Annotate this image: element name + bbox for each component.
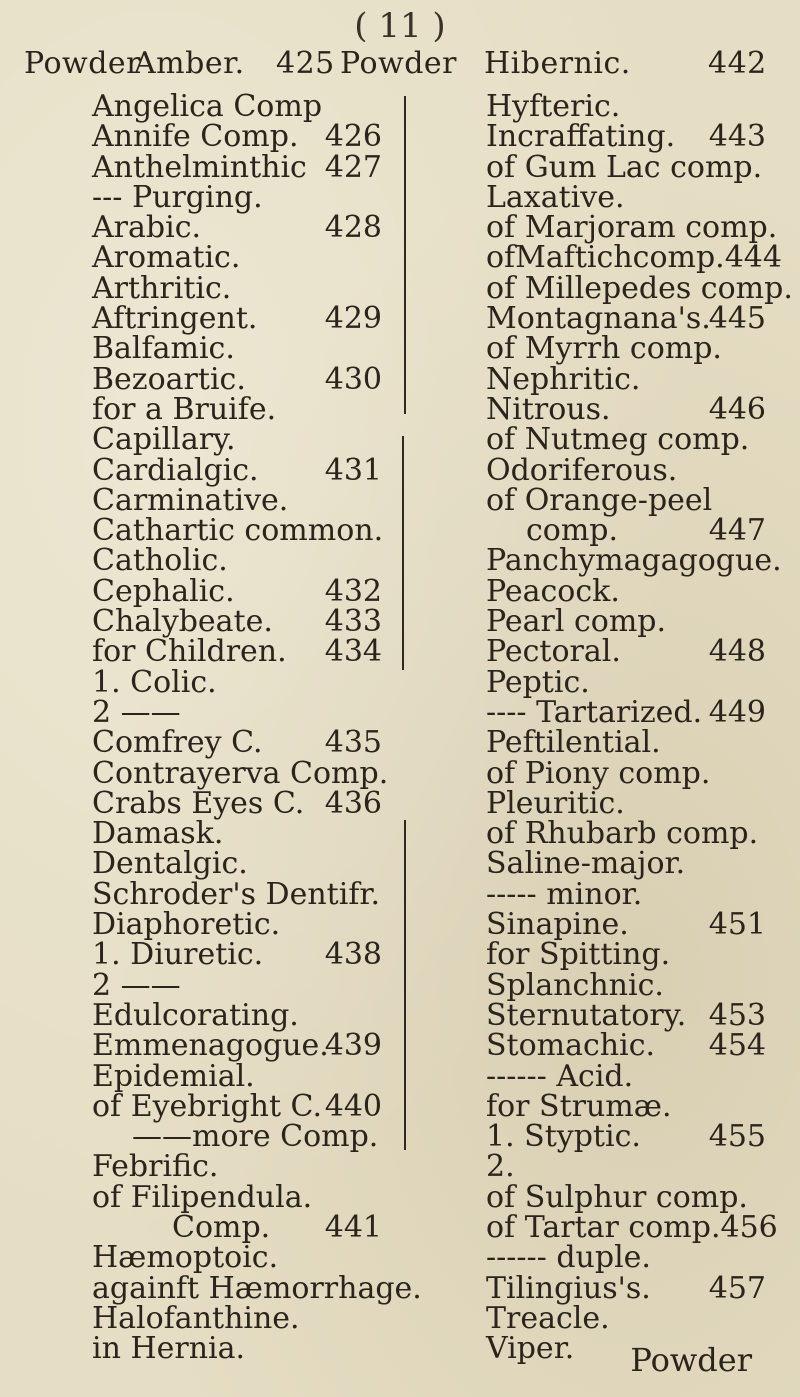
entry-text: Hyfteric.	[486, 89, 621, 124]
column-rule-3	[404, 820, 406, 1150]
header-left-word: Powder	[24, 46, 142, 81]
entry-text: Stomachic.	[486, 1028, 656, 1064]
entry-text: of Eyebright C.	[92, 1088, 322, 1124]
index-entry	[486, 604, 786, 640]
entry-text: ------ Acid.	[486, 1058, 634, 1094]
entry-text: Splanchnic.	[486, 967, 664, 1003]
entry-text: of Filipendula.	[92, 1179, 313, 1215]
index-entry	[486, 755, 786, 791]
entry-text: Damask.	[92, 816, 224, 852]
index-entry	[486, 1270, 786, 1306]
index-entry	[92, 1119, 402, 1155]
index-entry	[92, 270, 402, 306]
entry-text: Catholic.	[92, 543, 228, 579]
entry-text: Diaphoretic.	[92, 907, 281, 943]
entry-page-number: 443	[708, 119, 766, 155]
index-entry	[92, 937, 402, 973]
index-entry	[486, 1240, 786, 1276]
entry-text: 1. Styptic.	[486, 1119, 641, 1155]
entry-text: of Nutmeg comp.	[486, 422, 750, 458]
index-entry	[92, 816, 402, 852]
index-column-right	[486, 89, 793, 1367]
entry-page-number: 426	[324, 119, 382, 155]
index-entry	[92, 604, 402, 640]
index-entry	[92, 967, 402, 1003]
index-entry	[486, 1028, 786, 1064]
index-entry	[486, 573, 786, 609]
index-entry	[486, 997, 786, 1033]
entry-text: 1. Colic.	[92, 664, 217, 700]
entry-text: 1. Diuretic.	[92, 937, 264, 973]
index-entry	[92, 1240, 402, 1276]
entry-page-number: 432	[324, 573, 382, 609]
entry-text: Incraffating.	[486, 119, 676, 155]
entry-page-number: 449	[708, 694, 766, 730]
index-entry	[486, 967, 786, 1003]
index-entry	[486, 1179, 786, 1215]
index-entry	[92, 907, 402, 943]
entry-text: of Sulphur comp.	[486, 1179, 748, 1215]
column-rule-2	[402, 436, 404, 670]
index-entry	[486, 210, 786, 246]
entry-page-number: 430	[324, 361, 382, 397]
index-entry	[486, 634, 786, 670]
index-entry	[92, 240, 402, 276]
index-entry	[92, 1028, 402, 1064]
index-entry	[486, 543, 786, 579]
entry-page-number: 434	[324, 634, 382, 670]
entry-page-number: 441	[324, 1209, 382, 1245]
entry-text: Angelica Comp	[92, 89, 323, 124]
entry-text: for a Bruife.	[92, 391, 277, 427]
entry-text: Crabs Eyes C.	[92, 785, 305, 821]
entry-page-number: 455	[708, 1119, 766, 1155]
header-right-title: Hibernic.	[484, 46, 631, 81]
entry-text: of Marjoram comp.	[486, 210, 778, 246]
index-entry	[92, 149, 402, 185]
column-rule-1	[404, 96, 406, 414]
index-entry	[92, 513, 402, 549]
entry-page-number: 436	[324, 785, 382, 821]
index-entry	[486, 1149, 786, 1185]
entry-text: Arthritic.	[92, 270, 232, 306]
index-entry	[92, 755, 402, 791]
entry-text: Emmenagogue.	[92, 1028, 329, 1064]
index-entry	[486, 876, 786, 912]
entry-text: Cardialgic.	[92, 452, 259, 488]
entry-text: Febrific.	[92, 1149, 219, 1185]
index-entry	[92, 846, 402, 882]
entry-text: Contrayerva Comp.	[92, 755, 389, 791]
index-entry	[486, 270, 793, 306]
index-entry	[92, 1209, 402, 1245]
entry-text: Nephritic.	[486, 361, 641, 397]
entry-text: of Rhubarb comp.	[486, 816, 759, 852]
entry-text: Viper.	[486, 1331, 575, 1367]
index-entry	[486, 331, 786, 367]
index-entry	[486, 149, 786, 185]
index-entry	[486, 179, 786, 215]
catchword: Powder	[630, 1341, 752, 1379]
entry-page-number: 457	[708, 1270, 766, 1306]
index-entry	[486, 361, 786, 397]
entry-text: Schroder's Dentifr.	[92, 876, 381, 912]
index-entry	[486, 1119, 786, 1155]
index-entry	[486, 301, 786, 337]
entry-text: Nitrous.	[486, 391, 611, 427]
page-number: ( 11 )	[354, 6, 446, 46]
entry-text: Cephalic.	[92, 573, 235, 609]
index-entry	[486, 694, 786, 730]
index-entry	[92, 119, 402, 155]
entry-text: of Myrrh comp.	[486, 331, 722, 367]
entry-text: Chalybeate.	[92, 604, 273, 640]
index-entry	[92, 1331, 402, 1367]
index-entry	[92, 573, 402, 609]
index-entry	[486, 846, 786, 882]
entry-page-number: 431	[324, 452, 382, 488]
entry-text: Odoriferous.	[486, 452, 678, 488]
entry-text: of Orange-peel	[486, 482, 713, 518]
entry-page-number: 451	[708, 907, 766, 943]
entry-page-number: 439	[324, 1028, 382, 1064]
entry-page-number: 447	[708, 513, 766, 549]
index-entry	[92, 725, 402, 761]
entry-text: Montagnana's.	[486, 301, 711, 337]
entry-page-number: 433	[324, 604, 382, 640]
entry-text: Tilingius's.	[486, 1270, 651, 1306]
entry-text: Annife Comp.	[92, 119, 299, 155]
index-header	[0, 46, 800, 92]
index-entry	[486, 664, 786, 700]
entry-text: for Strumæ.	[486, 1088, 672, 1124]
index-column-left	[92, 89, 422, 1367]
index-entry	[486, 785, 786, 821]
header-mid-word: Powder	[340, 46, 458, 81]
index-entry	[486, 513, 786, 549]
entry-text: of Piony comp.	[486, 755, 711, 791]
index-entry	[486, 1088, 786, 1124]
header-mid-number: 425	[276, 46, 335, 81]
index-entry	[486, 725, 786, 761]
entry-text: Halofanthine.	[92, 1300, 300, 1336]
entry-text: 2.	[486, 1149, 515, 1185]
entry-text: for Children.	[92, 634, 287, 670]
index-entry	[92, 361, 402, 397]
index-entry	[92, 210, 402, 246]
index-entry	[486, 816, 786, 852]
entry-page-number: 440	[324, 1088, 382, 1124]
entry-text: ofMaftichcomp.444	[486, 240, 782, 276]
index-entry	[92, 543, 402, 579]
index-entry	[92, 89, 402, 124]
index-entry	[92, 1088, 402, 1124]
entry-text: Aftringent.	[92, 301, 258, 337]
index-entry	[486, 119, 786, 155]
entry-text: ------ duple.	[486, 1240, 651, 1276]
index-entry	[92, 785, 402, 821]
index-entry	[486, 482, 786, 518]
entry-text: Sternutatory.	[486, 997, 687, 1033]
entry-text: Anthelminthic	[92, 149, 307, 185]
entry-text: for Spitting.	[486, 937, 671, 973]
index-entry	[92, 452, 402, 488]
entry-text: Comp.	[172, 1209, 271, 1245]
index-entry	[92, 179, 402, 215]
entry-text: Bezoartic.	[92, 361, 246, 397]
entry-page-number: 446	[708, 391, 766, 427]
entry-text: Pectoral.	[486, 634, 621, 670]
entry-page-number: 448	[708, 634, 766, 670]
index-entry	[92, 1179, 402, 1215]
header-left-title: Amber.	[134, 46, 245, 81]
entry-text: of Tartar comp.456	[486, 1209, 778, 1245]
entry-text: Dentalgic.	[92, 846, 248, 882]
index-entry	[92, 634, 402, 670]
index-entry	[92, 1149, 402, 1185]
entry-text: Epidemial.	[92, 1058, 255, 1094]
index-entry	[92, 331, 402, 367]
entry-page-number: 454	[708, 1028, 766, 1064]
entry-text: Aromatic.	[92, 240, 241, 276]
index-entry	[486, 907, 786, 943]
entry-text: 2 ——	[92, 967, 181, 1003]
entry-text: Edulcorating.	[92, 997, 299, 1033]
entry-text: Panchymagagogue.	[486, 543, 782, 579]
entry-page-number: 427	[324, 149, 382, 185]
entry-text: Saline-major.	[486, 846, 686, 882]
index-entry	[92, 664, 402, 700]
entry-text: Carminative.	[92, 482, 289, 518]
entry-text: Peptic.	[486, 664, 590, 700]
index-entry	[92, 1270, 422, 1306]
index-entry	[92, 391, 402, 427]
index-entry	[92, 997, 402, 1033]
entry-text: Arabic.	[92, 210, 202, 246]
index-entry	[92, 1058, 402, 1094]
entry-page-number: 428	[324, 210, 382, 246]
entry-text: Comfrey C.	[92, 725, 263, 761]
entry-text: 2 ——	[92, 694, 181, 730]
index-entry	[486, 1058, 786, 1094]
index-entry	[486, 1300, 786, 1336]
index-entry	[92, 301, 402, 337]
index-entry	[486, 937, 786, 973]
entry-text: in Hernia.	[92, 1331, 246, 1367]
header-right-number: 442	[708, 46, 767, 81]
entry-text: Balfamic.	[92, 331, 235, 367]
entry-page-number: 445	[708, 301, 766, 337]
entry-text: of Millepedes comp.	[486, 270, 793, 306]
entry-text: Sinapine.	[486, 907, 629, 943]
index-entry	[486, 89, 786, 124]
entry-text: Treacle.	[486, 1300, 610, 1336]
entry-text: of Gum Lac comp.	[486, 149, 763, 185]
entry-text: Capillary.	[92, 422, 236, 458]
entry-text: Hæmoptoic.	[92, 1240, 279, 1276]
entry-text: Peacock.	[486, 573, 620, 609]
entry-text: Cathartic common.	[92, 513, 384, 549]
index-entry	[92, 694, 402, 730]
entry-page-number: 453	[708, 997, 766, 1033]
entry-page-number: 429	[324, 301, 382, 337]
entry-page-number: 435	[324, 725, 382, 761]
entry-text: --- Purging.	[92, 179, 263, 215]
entry-text: comp.	[526, 513, 619, 549]
index-entry	[486, 240, 786, 276]
index-entry	[486, 422, 786, 458]
entry-page-number: 438	[324, 937, 382, 973]
index-entry	[486, 452, 786, 488]
index-entry	[486, 1209, 786, 1245]
index-entry	[92, 482, 402, 518]
entry-text: ——more Comp.	[132, 1119, 379, 1155]
entry-text: ---- Tartarized.	[486, 694, 703, 730]
index-entry	[486, 391, 786, 427]
index-entry	[92, 876, 402, 912]
entry-text: Laxative.	[486, 179, 625, 215]
entry-text: Peftilential.	[486, 725, 661, 761]
index-entry	[92, 422, 402, 458]
entry-text: againft Hæmorrhage.	[92, 1270, 422, 1306]
entry-text: Pleuritic.	[486, 785, 625, 821]
index-entry	[92, 1300, 402, 1336]
entry-text: Pearl comp.	[486, 604, 666, 640]
entry-text: ----- minor.	[486, 876, 643, 912]
